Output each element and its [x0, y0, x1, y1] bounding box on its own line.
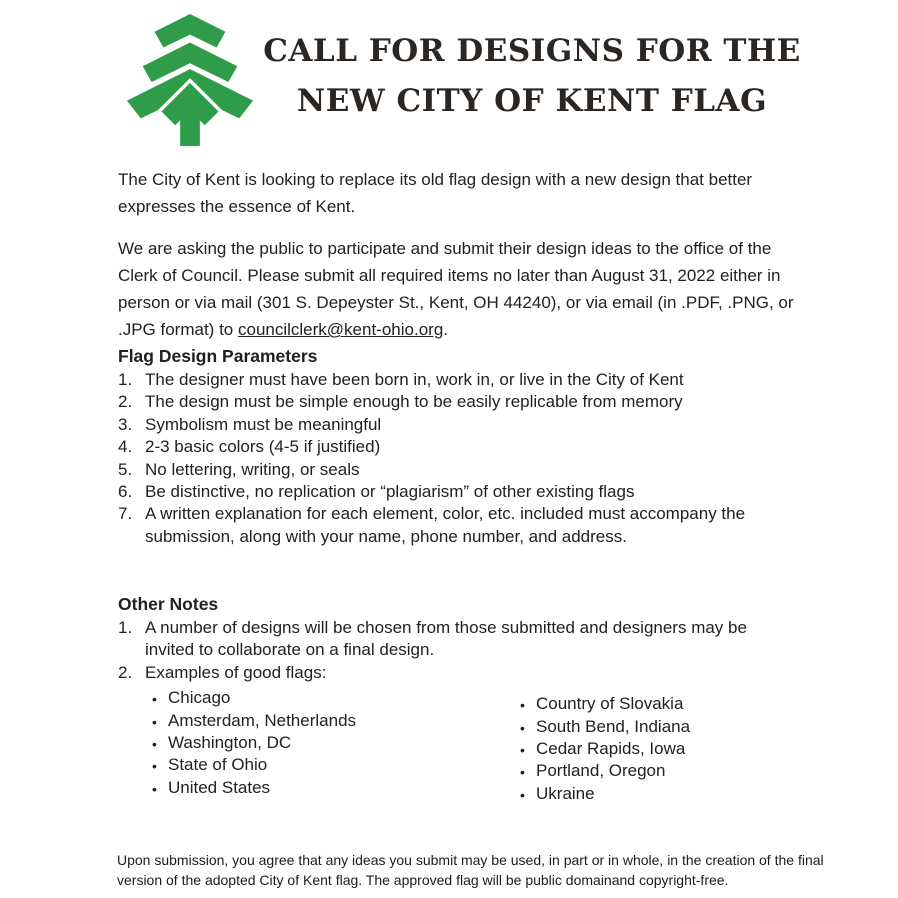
notes-heading: Other Notes	[118, 594, 219, 614]
bullet-icon	[520, 716, 536, 738]
email-link[interactable]: councilclerk@kent-ohio.org	[237, 320, 444, 339]
bullet-icon	[152, 754, 168, 776]
list-item: No lettering, writing, or seals	[118, 459, 778, 481]
kent-tree-logo	[124, 10, 256, 148]
parameters-heading: Flag Design Parameters	[118, 346, 318, 366]
list-item: The designer must have been born in, work in, or live in the City of Kent	[118, 369, 778, 391]
list-item: A written explanation for each element, color, etc. included must accompany the submission, along with your name, phone number, and address.	[118, 503, 778, 548]
bullet-icon	[520, 738, 536, 760]
title-line-1: CALL FOR DESIGNS FOR THE	[263, 33, 801, 69]
list-item: 2-3 basic colors (4-5 if justified)	[118, 436, 778, 458]
bullet-item: • Chicago	[152, 687, 520, 709]
paragraph-line: person or via mail (301 S. Depeyster St., Kent, OH 44240), or via email (in .PDF, .PNG, or	[118, 293, 794, 312]
flag-examples-left-column	[152, 687, 520, 805]
list-number	[118, 481, 145, 503]
list-number	[118, 369, 145, 391]
bullet-item: • State of Ohio	[152, 754, 520, 776]
parameters-list	[118, 369, 778, 548]
list-number	[118, 436, 145, 458]
paragraph-line: expresses the essence of Kent.	[118, 197, 356, 216]
other-notes-section	[118, 593, 778, 805]
bullet-icon	[152, 710, 168, 732]
legal-footer	[117, 851, 824, 890]
list-item: A number of designs will be chosen from those submitted and designers may be invited to collaborate on a final design.	[118, 617, 778, 662]
list-number	[118, 662, 145, 684]
list-number	[118, 459, 145, 481]
footer-line: version of the adopted City of Kent flag. The approved flag will be public domainand copyright-free.	[117, 871, 729, 888]
page-title	[248, 26, 816, 126]
bullet-item: • Cedar Rapids, Iowa	[520, 738, 690, 760]
bullet-item: • Ukraine	[520, 783, 690, 805]
paragraph-line: We are asking the public to participate and submit their design ideas to the office of the	[118, 239, 772, 258]
notes-list	[118, 617, 778, 684]
email-line-suffix: .	[443, 320, 449, 339]
flag-design-parameters-section	[118, 345, 778, 548]
list-item: The design must be simple enough to be easily replicable from memory	[118, 391, 778, 413]
list-item: Symbolism must be meaningful	[118, 414, 778, 436]
bullet-item: • United States	[152, 777, 520, 799]
list-item: Examples of good flags:	[118, 662, 778, 684]
list-number	[118, 391, 145, 413]
tree-icon	[124, 10, 256, 148]
email-line-prefix: .JPG format) to	[118, 320, 238, 339]
list-number	[118, 617, 145, 662]
bullet-item: • Portland, Oregon	[520, 760, 690, 782]
submission-paragraph	[118, 235, 794, 343]
paragraph-line	[118, 316, 794, 343]
bullet-icon	[520, 760, 536, 782]
title-line-2: NEW CITY OF KENT FLAG	[296, 83, 768, 119]
bullet-icon	[520, 693, 536, 715]
bullet-icon	[152, 732, 168, 754]
bullet-item: • Amsterdam, Netherlands	[152, 710, 520, 732]
flag-examples-right-column	[520, 693, 690, 805]
bullet-icon	[520, 783, 536, 805]
bullet-item: • Country of Slovakia	[520, 693, 690, 715]
intro-paragraph	[118, 166, 752, 220]
list-number	[118, 503, 145, 548]
bullet-item: • South Bend, Indiana	[520, 716, 690, 738]
footer-line: Upon submission, you agree that any ideas you submit may be used, in part or in whole, in the creation of the final	[117, 852, 824, 868]
list-item: Be distinctive, no replication or “plagiarism” of other existing flags	[118, 481, 778, 503]
list-number	[118, 414, 145, 436]
paragraph-line: The City of Kent is looking to replace its old flag design with a new design that better	[118, 170, 753, 189]
bullet-icon	[152, 777, 168, 799]
paragraph-line: Clerk of Council. Please submit all required items no later than August 31, 2022 either in	[118, 266, 781, 285]
bullet-item: • Washington, DC	[152, 732, 520, 754]
bullet-icon	[152, 687, 168, 709]
flag-examples-columns	[152, 687, 778, 805]
